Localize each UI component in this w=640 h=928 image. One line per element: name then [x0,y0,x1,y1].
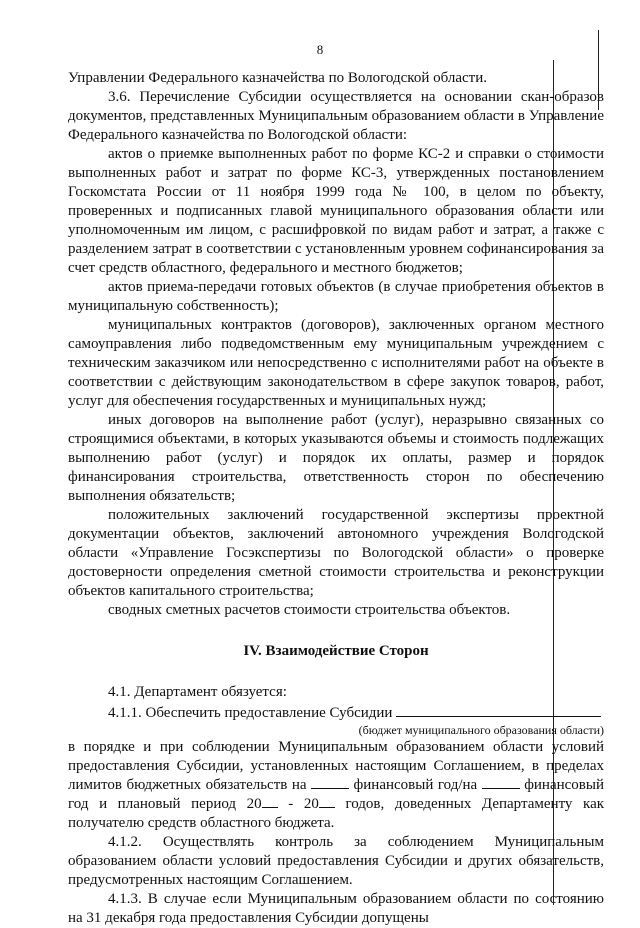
text-4-1-1-a: в порядке и при соблюдении Муниципальным образованием области условий предоставления Субсидии, установленных настоящим Соглашением, в пределах лимитов бюджетных обязательств на [68,739,604,793]
blank-year-3 [262,795,278,808]
text-4-1-1-b: финансовый год/на [353,777,478,793]
text-4-1-1-c: финансовый год и плановый период 20 [68,777,604,812]
paragraph-list-item: актов о приемке выполненных работ по форме КС-2 и справки о стоимости выполненных работ и затрат по форме КС-3, утвержденных постановлением Госкомстата России от 11 ноября 1999 года № 100, в целом по объекту, проверенных и подписанных главой муниципального образования области или уполномоченным им лицом, с расшифровкой по видам работ и затрат, а также с разделением затрат в соответствии с установленным уровнем софинансирования за счет средств областного, федерального и местного бюджетов; [68,146,604,276]
paragraph-3-6: 3.6. Перечисление Субсидии осуществляется на основании скан-образов документов, представленных Муниципальным образованием области в Управление Федерального казначейства по Вологодской области: [68,89,604,143]
paragraph-4-1-1-cont [68,738,604,833]
text-4-1-1-e: годов, доведенных Департаменту как получателю средств областного бюджета. [68,796,605,831]
paragraph-4-1: 4.1. Департамент обязуется: [108,684,287,700]
paragraph: Управлении Федерального казначейства по Вологодской области. [68,70,487,86]
paragraph-list-item: положительных заключений государственной экспертизы проектной документации объектов, заключений автономного учреждения Вологодской области «Управление Госэкспертизы по Вологодской области» о проверке достоверности определения сметной стоимости строительства и реконструкции объектов капитального строительства; [68,507,604,599]
blank-year-4 [319,795,335,808]
paragraph-4-1-3: 4.1.3. В случае если Муниципальным образованием области по состоянию на 31 декабря года предоставления Субсидии допущены [68,891,604,926]
page-number: 8 [316,42,324,57]
budget-hint: (бюджет муниципального образования области) [358,723,604,737]
paragraph-list-item: актов приема-передачи готовых объектов (в случае приобретения объектов в муниципальную собственность); [68,279,604,314]
blank-year-2 [482,776,520,789]
paragraph-4-1-1 [68,702,604,723]
text-4-1-1-start: 4.1.1. Обеспечить предоставление Субсидии [108,705,393,721]
document-body [68,69,604,928]
paragraph-list-item: иных договоров на выполнение работ (услуг), неразрывно связанных со строящимися объектами, в которых указываются объемы и стоимость подлежащих выполнению работ (услуг) и порядок их оплаты, размер и порядок финансирования строительства, ответственность сторон по обеспечению выполнения обязательств; [68,412,604,504]
paragraph-4-1-2: 4.1.2. Осуществлять контроль за соблюдением Муниципальным образованием области условий предоставления Субсидии и других обязательств, предусмотренных настоящим Соглашением. [68,834,604,888]
paragraph-list-item: муниципальных контрактов (договоров), заключенных органом местного самоуправления либо подведомственным ему муниципальным учреждением с техническим заказчиком или непосредственно с исполнителями работ на объекте в соответствии с действующим законодательством в сфере закупок товаров, работ, услуг для обеспечения государственных и муниципальных нужд; [68,317,604,409]
budget-blank-field [396,702,601,717]
text-4-1-1-d: - 20 [288,796,319,812]
paragraph-list-item: сводных сметных расчетов стоимости строительства объектов. [108,602,511,618]
section-heading: IV. Взаимодействие Сторон [243,643,429,659]
blank-year-1 [311,776,349,789]
